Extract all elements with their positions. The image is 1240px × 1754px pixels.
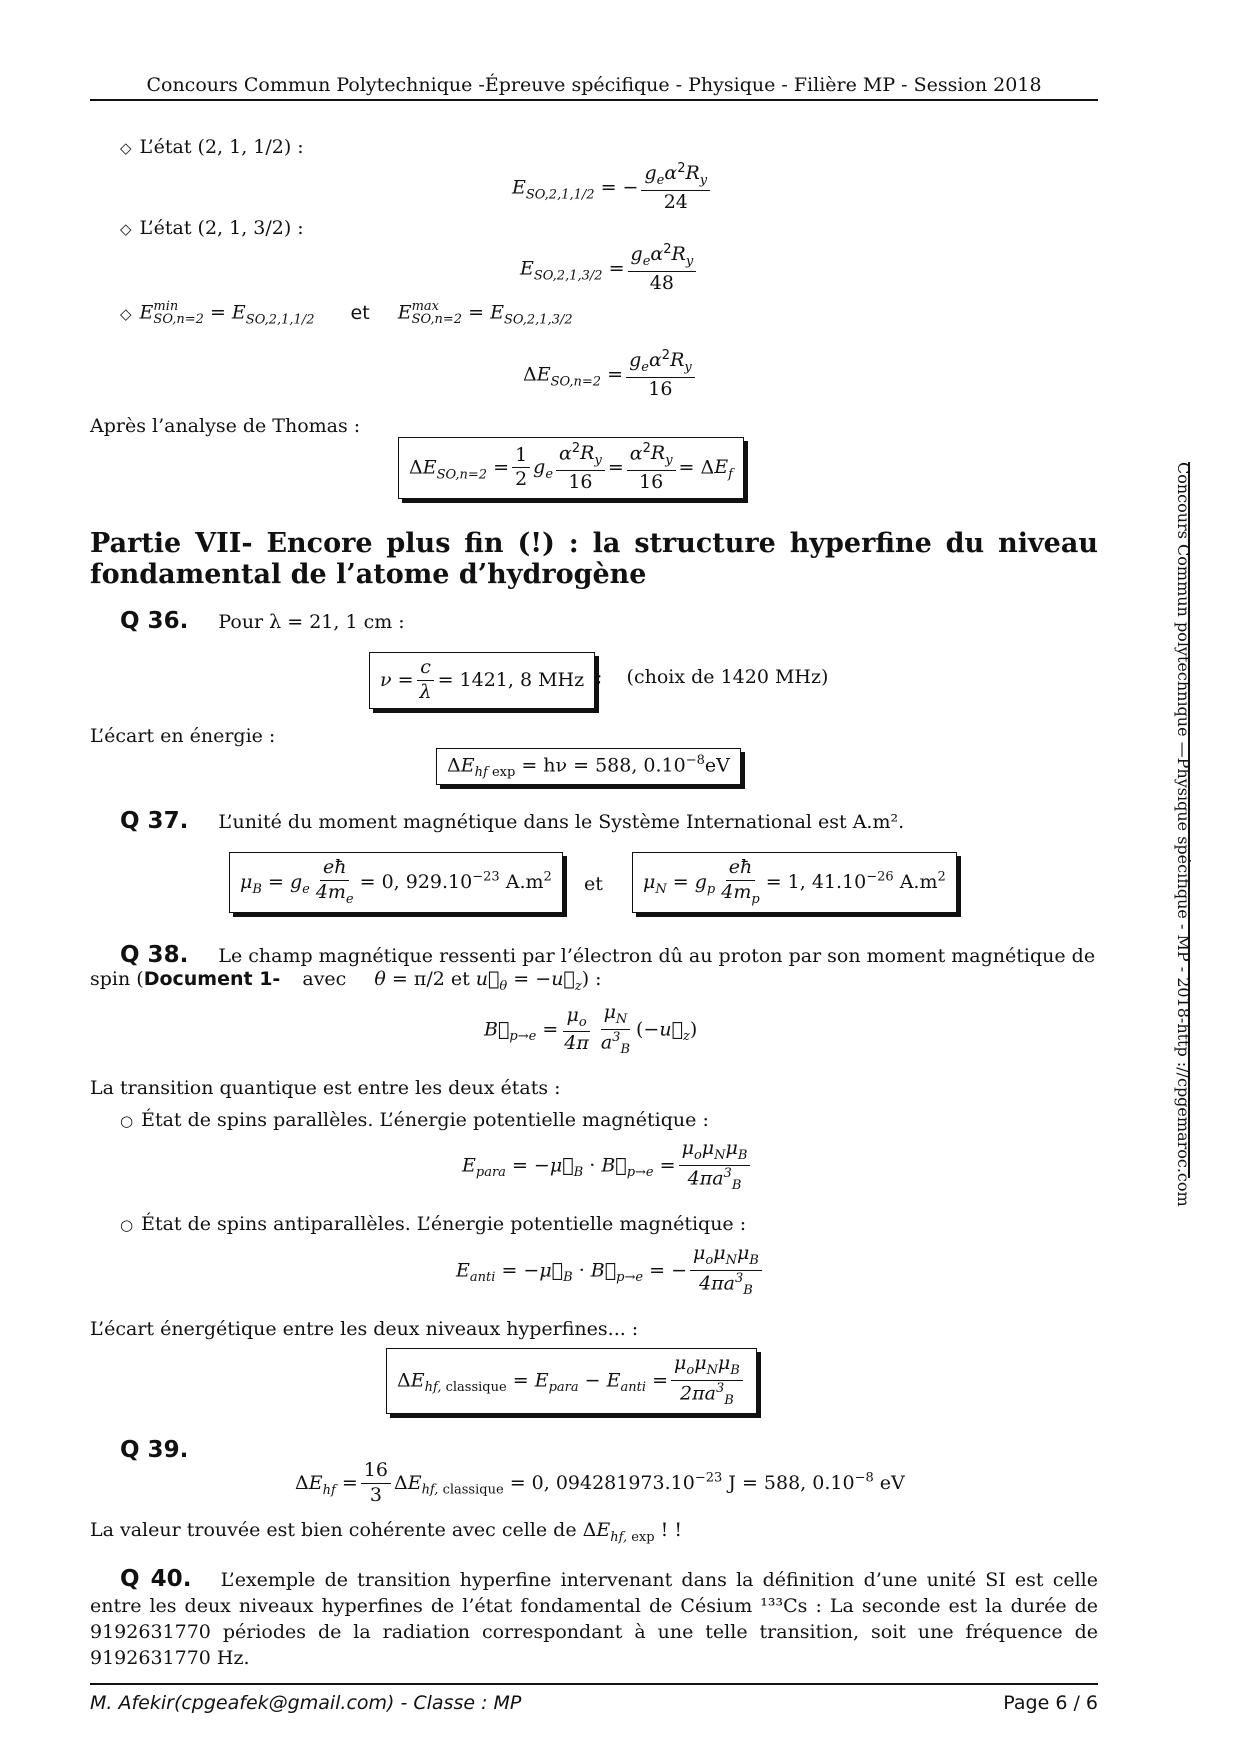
q38-anti-item: ○ État de spins antiparallèles. L’énergie potentielle magnétique : <box>120 1213 746 1235</box>
q36-ecart: L’écart en énergie : <box>90 725 276 747</box>
q38-line2: spin (Document 1- avec θ = π/2 et $u⃗_\theta$ = $-u⃗_z$) : <box>90 968 602 994</box>
diamond-icon <box>120 139 132 157</box>
boxed-eq-nu: ν = $\frac{c}{\lambda}$ = 1421, 8 MHz <box>369 652 595 709</box>
eq-e-so-213: $E_{SO,2,1,3/2}$ = $\frac{g_e\alpha^2R_y}{48}$ <box>520 243 699 295</box>
eq-dehf: $\Delta E_{hf}$ = $\frac{16}{3}$ $\Delta E_{hf, classique} = 0$, $094281973.10^{-23}$ J = 588, $0.10^{-8}$ eV <box>295 1459 905 1506</box>
eq-e-para: $E_{para}$ = $-\mu⃗_B$ · $B⃗_{p\to e}$ = $\frac{\mu_o\mu_N\mu_B}{4\pi a^3_B}$ <box>462 1138 753 1194</box>
q36-choice: ; (choix de 1420 MHz) <box>596 666 829 688</box>
boxed-eq-muB: $\mu_B = g_e$ $\frac{eħ}{4m_e}$ = 0, $929.10^{-23}$ $A.m^2$ <box>229 852 563 913</box>
q37-line <box>120 808 904 834</box>
eq-e-anti: $E_{anti}$ = $-\mu⃗_B$ · $B⃗_{p\to e}$ = − $\frac{\mu_o\mu_N\mu_B}{4\pi a^3_B}$ <box>456 1243 765 1299</box>
boxed-eq-dehf-classique: $\Delta E_{hf, classique} = E_{para} - E_{anti}$ = $\frac{\mu_o\mu_N\mu_B}{2\pi a^3_B}$ <box>386 1348 757 1414</box>
item-emin-emax: ◇ E min SO,n=2 = $E_{SO,2,1,1/2}$ et E max SO,n=2 = $E_{SO,2,1,3/2}$ <box>120 300 573 327</box>
q40-text: L’exemple de transition hyperfine intervenant dans la définition d’une unité SI est celle entre les deux niveaux hyperfines de l’état fondamental de Césium ¹³³Cs : La seconde est la durée de 9192631770 périodes de la radiation correspondant à une telle transition, soit une fréquence de 9192631770 Hz. <box>90 1569 1099 1669</box>
circle-bullet-icon <box>120 1112 133 1130</box>
boxed-eq-thomas: $\Delta E_{SO,n=2}$ = $\frac{1}{2}$ $g_e$ $\frac{\alpha^2R_y}{16}$ = $\frac{\alpha^2R_y}{16}$ = $\Delta E_f$ <box>398 437 744 499</box>
header-title: Concours Commun Polytechnique -Épreuve spécifique - Physique - Filière MP - Session 2018 <box>146 74 1042 96</box>
q38-para-item: ○ État de spins parallèles. L’énergie potentielle magnétique : <box>120 1109 709 1131</box>
item-etat-211: ◇ L’état (2, 1, 1/2) : <box>120 136 304 158</box>
circle-bullet-icon <box>120 1216 133 1234</box>
q39-line <box>120 1437 188 1463</box>
q38-ecart: L’écart énergétique entre les deux niveaux hyperfines... : <box>90 1318 639 1340</box>
q37-label: Q 37. <box>120 808 189 834</box>
diamond-icon <box>120 305 132 323</box>
header-rule <box>90 99 1098 101</box>
q38-line <box>120 942 1095 968</box>
q36-text: Pour λ = 21, 1 cm : <box>218 611 405 633</box>
eq-delta-e-so: $\Delta E_{SO,n=2}$ = $\frac{g_e\alpha^2R_y}{16}$ <box>523 349 698 401</box>
item-etat-213: ◇ L’état (2, 1, 3/2) : <box>120 217 304 239</box>
q38-transition: La transition quantique est entre les deux états : <box>90 1077 561 1099</box>
footer-rule <box>90 1683 1098 1685</box>
q36-label: Q 36. <box>120 608 189 634</box>
side-note: Concours Commun polytechnique —Physique spécifique - MP - 2018-http ://cpgemaroc.com <box>1174 462 1193 1207</box>
eq-B-p-e: $B⃗_{p\to e}$ = $\frac{\mu_o}{4\pi}$ $\frac{\mu_N}{a^3_B}$ $(-u⃗_z)$ <box>484 1001 698 1057</box>
diamond-icon <box>120 220 132 238</box>
q38-text: Le champ magnétique ressenti par l’électron dû au proton par son moment magnétique de <box>218 945 1096 967</box>
boxed-eq-muN: $\mu_N = g_p$ $\frac{eħ}{4m_p}$ = 1, $41.10^{-26}$ $A.m^2$ <box>632 852 957 913</box>
q38-label: Q 38. <box>120 942 189 968</box>
q37-text: L’unité du moment magnétique dans le Système International est A.m². <box>218 811 905 833</box>
eq-e-so-211: $E_{SO,2,1,1/2}$ = − $\frac{g_e\alpha^2R_y}{24}$ <box>512 162 713 214</box>
text-apres-thomas: Après l’analyse de Thomas : <box>90 415 361 437</box>
boxed-eq-dehf-exp: $\Delta E_{hf exp} = h\nu = 588$, $0.10^{-8}eV$ <box>436 748 741 785</box>
q40-paragraph <box>90 1566 1098 1671</box>
q39-label: Q 39. <box>120 1437 189 1463</box>
footer-author: M. Afekir(cpgeafek@gmail.com) - Classe : MP <box>90 1692 522 1714</box>
q37-et: et <box>584 873 603 895</box>
q40-label: Q 40. <box>120 1566 192 1592</box>
q39-conclusion: La valeur trouvée est bien cohérente avec celle de $\Delta E_{hf, exp}$ ! ! <box>90 1519 682 1545</box>
part-heading: Partie VII- Encore plus fin (!) : la structure hyperfine du niveau fondamental de l’atome d’hydrogène <box>90 528 1098 590</box>
q36-line <box>120 608 405 634</box>
footer-page: Page 6 / 6 <box>1003 1692 1098 1714</box>
